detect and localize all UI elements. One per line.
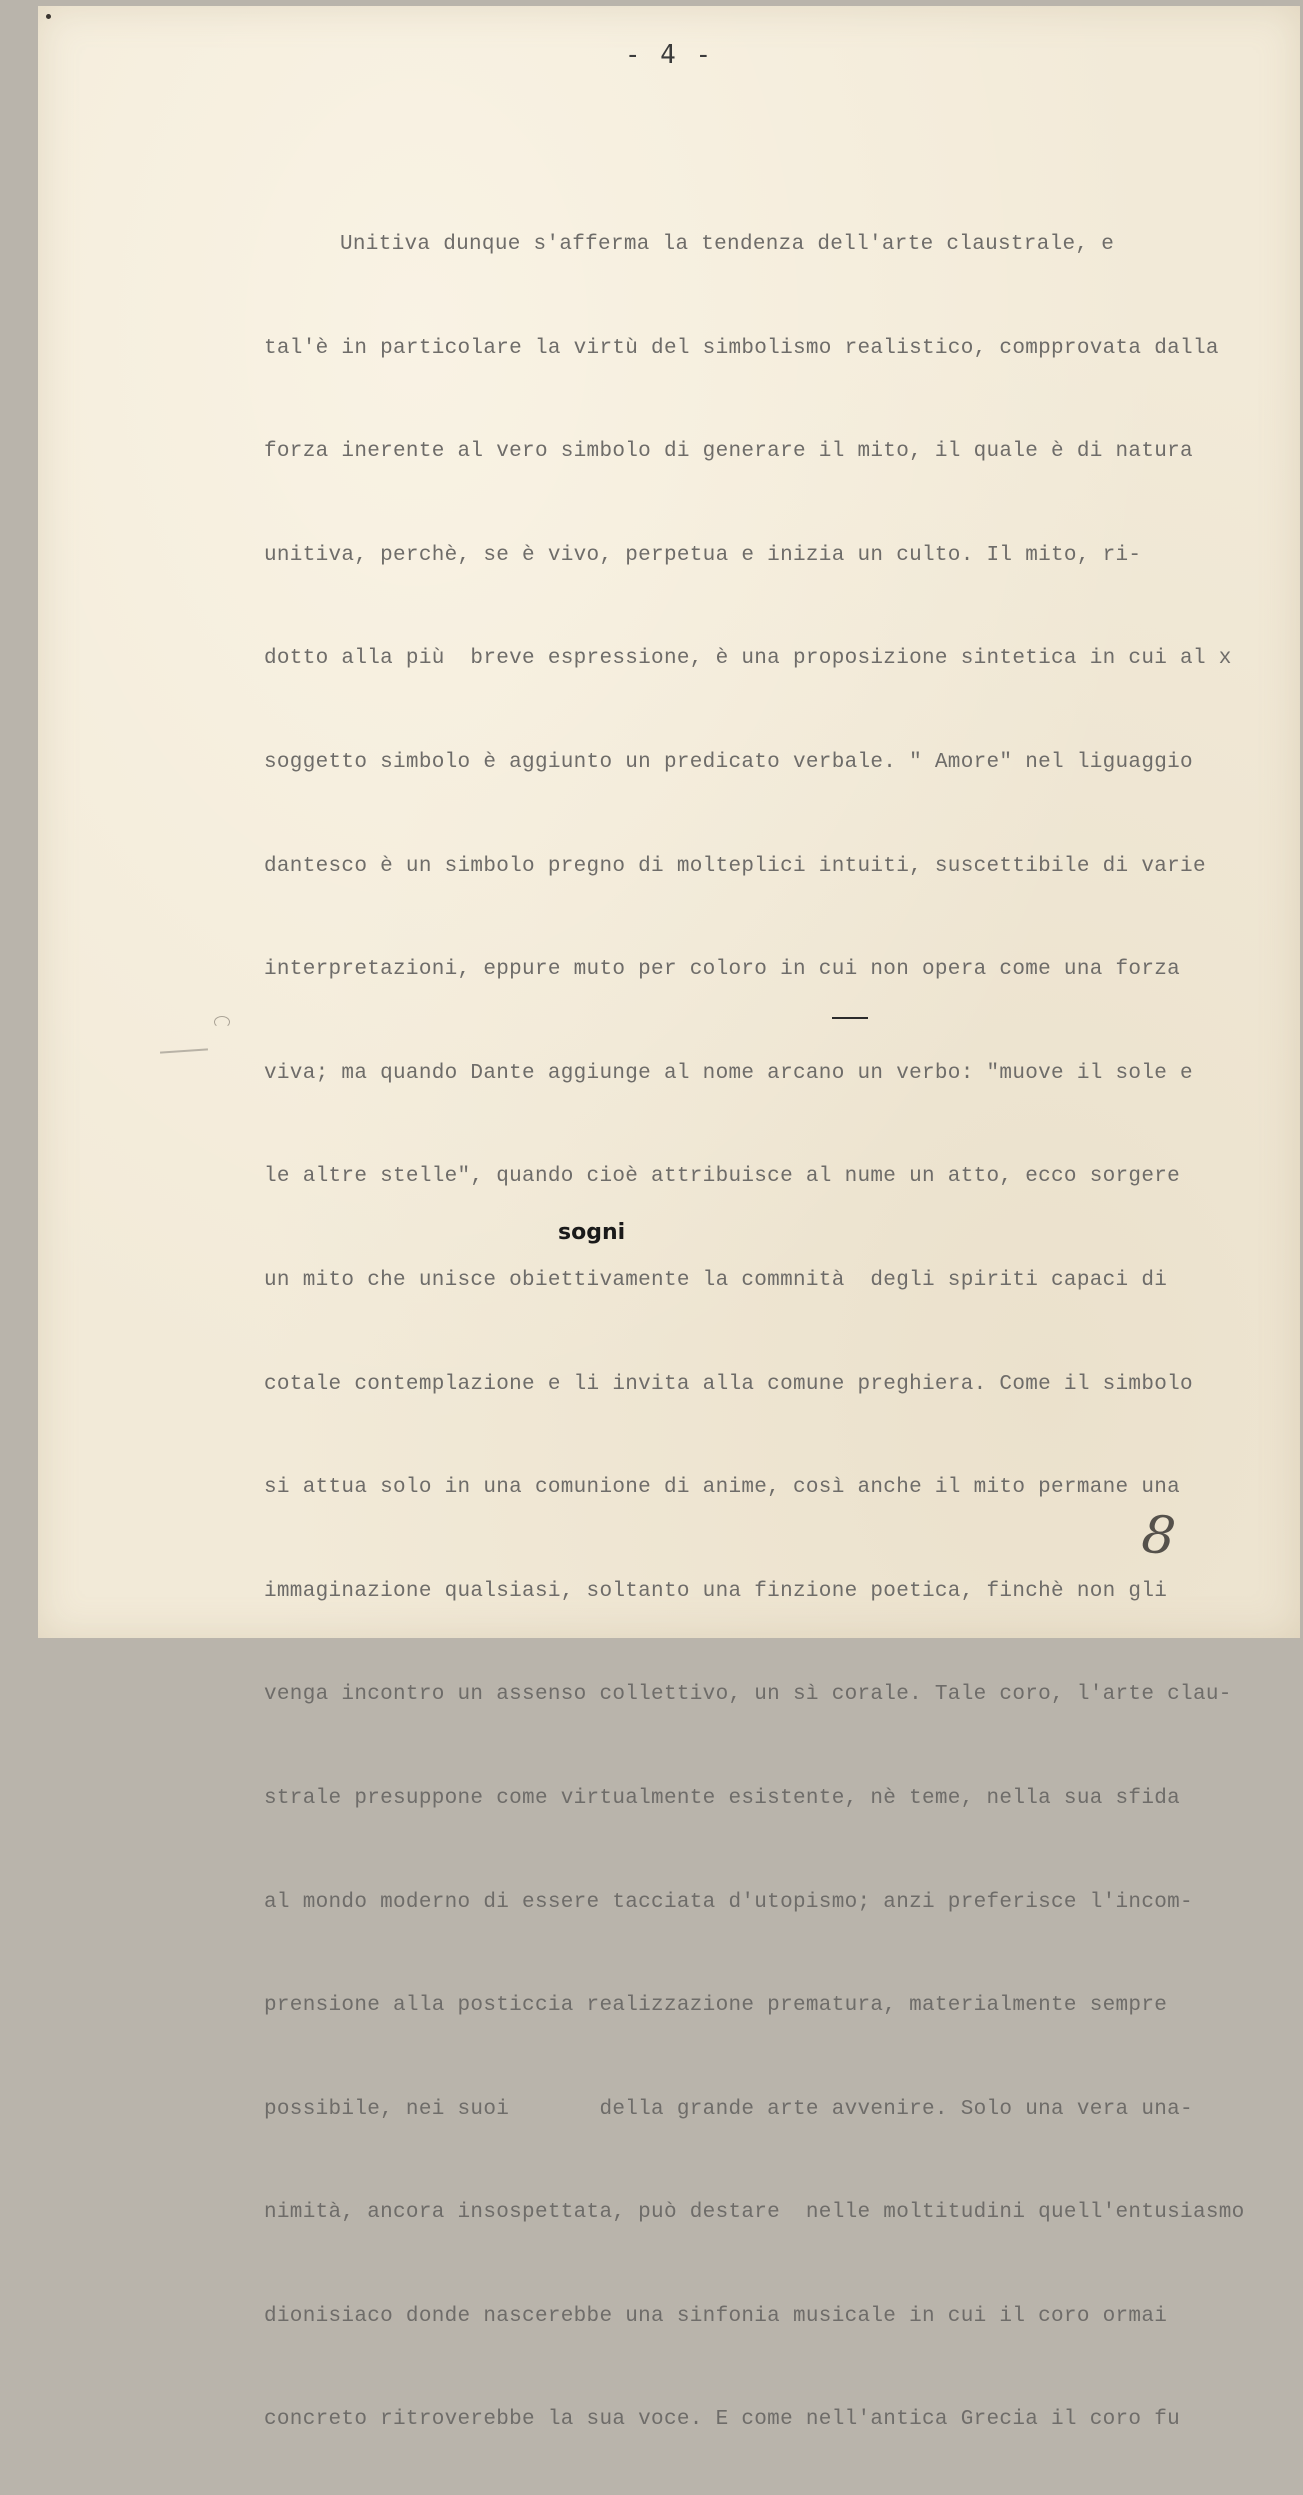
text-line: tal'è in particolare la virtù del simbolismo realistico, compprovata dalla — [264, 336, 1219, 360]
text-line: possibile, nei suoi della grande arte avvenire. Solo una vera una- — [264, 2097, 1193, 2121]
page-number: - 4 - — [624, 40, 714, 70]
text-line: si attua solo in una comunione di anime, così anche il mito permane una — [264, 1476, 1181, 1500]
text-line: al mondo moderno di essere tacciata d'utopismo; anzi preferisce l'incom- — [264, 1890, 1193, 1914]
text-line: concreto ritroverebbe la sua voce. E come nell'antica Grecia il coro fu — [264, 2408, 1181, 2432]
ink-dot — [46, 14, 51, 19]
margin-circle-mark — [214, 1016, 230, 1028]
folio-number: 8 — [1138, 1504, 1179, 1568]
margin-dash-mark — [160, 1048, 208, 1053]
text-line: un mito che unisce obiettivamente la commnità degli spiriti capaci di — [264, 1268, 1168, 1292]
text-line: interpretazioni, eppure muto per coloro in cui non opera come una forza — [264, 958, 1181, 982]
text-line: dantesco è un simbolo pregno di molteplici intuiti, suscettibile di varie — [264, 854, 1206, 878]
text-line: nimità, ancora insospettata, può destare nelle moltitudini quell'entusiasmo — [264, 2201, 1245, 2225]
text-line: viva; ma quando Dante aggiunge al nome arcano un verbo: "muove il sole e — [264, 1061, 1193, 1085]
text-line: unitiva, perchè, se è vivo, perpetua e inizia un culto. Il mito, ri- — [264, 543, 1142, 567]
text-line: le altre stelle", quando cioè attribuisce al nume un atto, ecco sorgere — [264, 1165, 1181, 1189]
text-line: immaginazione qualsiasi, soltanto una finzione poetica, finchè non gli — [264, 1579, 1168, 1603]
text-line: dotto alla più breve espressione, è una proposizione sintetica in cui al x — [264, 647, 1232, 671]
text-line: venga incontro un assenso collettivo, un sì corale. Tale coro, l'arte clau- — [264, 1683, 1232, 1707]
text-line: dionisiaco donde nascerebbe una sinfonia musicale in cui il coro ormai — [264, 2304, 1168, 2328]
handwritten-underline — [832, 1017, 868, 1019]
text-line: prensione alla posticcia realizzazione prematura, materialmente sempre — [264, 1994, 1168, 2018]
typewritten-page — [38, 6, 1300, 2432]
text-line: forza inerente al vero simbolo di generare il mito, il quale è di natura — [264, 440, 1193, 464]
text-line: soggetto simbolo è aggiunto un predicato verbale. " Amore" nel liguaggio — [264, 750, 1193, 774]
handwritten-insertion: sogni — [558, 1220, 626, 1245]
typewritten-body — [264, 170, 1284, 2495]
text-line: Unitiva dunque s'afferma la tendenza dell'arte claustrale, e — [340, 233, 1115, 256]
text-line: strale presuppone come virtualmente esistente, nè teme, nella sua sfida — [264, 1786, 1181, 1810]
text-line: cotale contemplazione e li invita alla comune preghiera. Come il simbolo — [264, 1372, 1193, 1396]
